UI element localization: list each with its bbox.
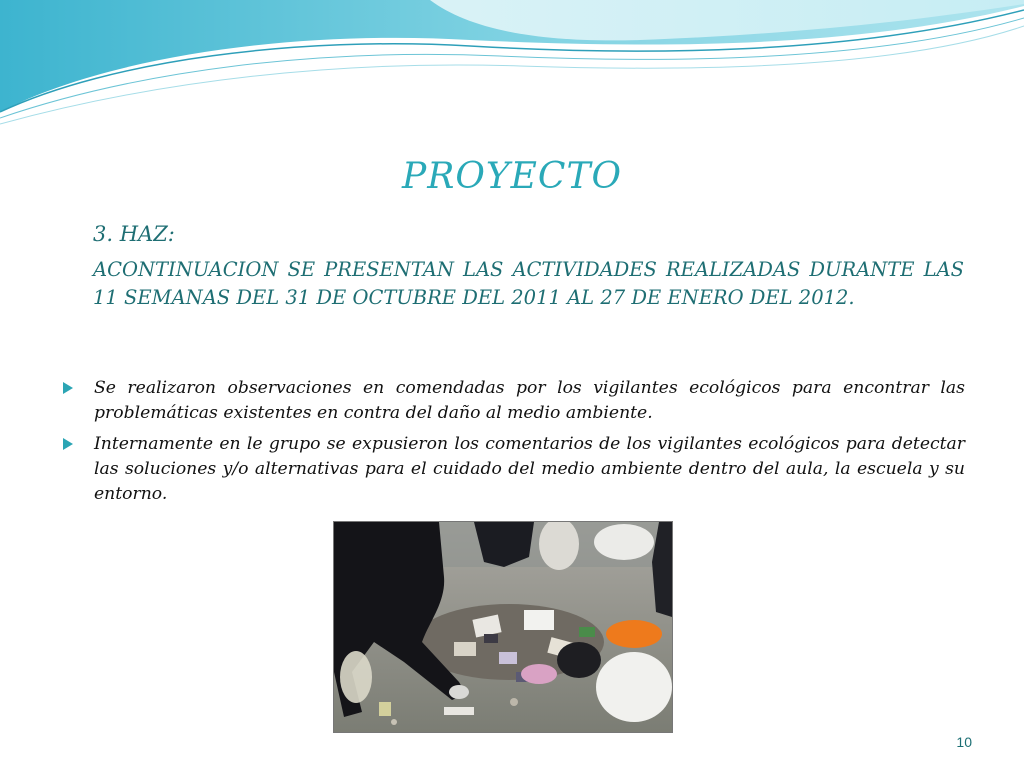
header-wave-decoration bbox=[0, 0, 1024, 130]
arrow-bullet-icon bbox=[63, 382, 73, 394]
bullet-item bbox=[60, 432, 965, 507]
bullet-text: Internamente en le grupo se expusieron los comentarios de los vigilantes ecológicos para detectar las soluciones y/o alternativas para el cuidado del medio ambiente dentro del aula, la escuela y su entorno. bbox=[94, 434, 965, 504]
bullet-item bbox=[60, 376, 965, 426]
bullet-list bbox=[60, 376, 965, 513]
bullet-text: Se realizaron observaciones en comendadas por los vigilantes ecológicos para encontrar las problemáticas existentes en contra del daño al medio ambiente. bbox=[94, 378, 965, 423]
arrow-bullet-icon bbox=[63, 438, 73, 450]
intro-paragraph: ACONTINUACION SE PRESENTAN LAS ACTIVIDADES REALIZADAS DURANTE LAS 11 SEMANAS DEL 31 DE OCTUBRE DEL 2011 AL 27 DE ENERO DEL 2012. bbox=[93, 258, 964, 309]
page-number: 10 bbox=[956, 734, 972, 750]
slide-title: PROYECTO bbox=[402, 156, 622, 197]
step-heading: 3. HAZ: bbox=[93, 222, 175, 246]
photo-students-sorting-trash bbox=[333, 521, 673, 733]
